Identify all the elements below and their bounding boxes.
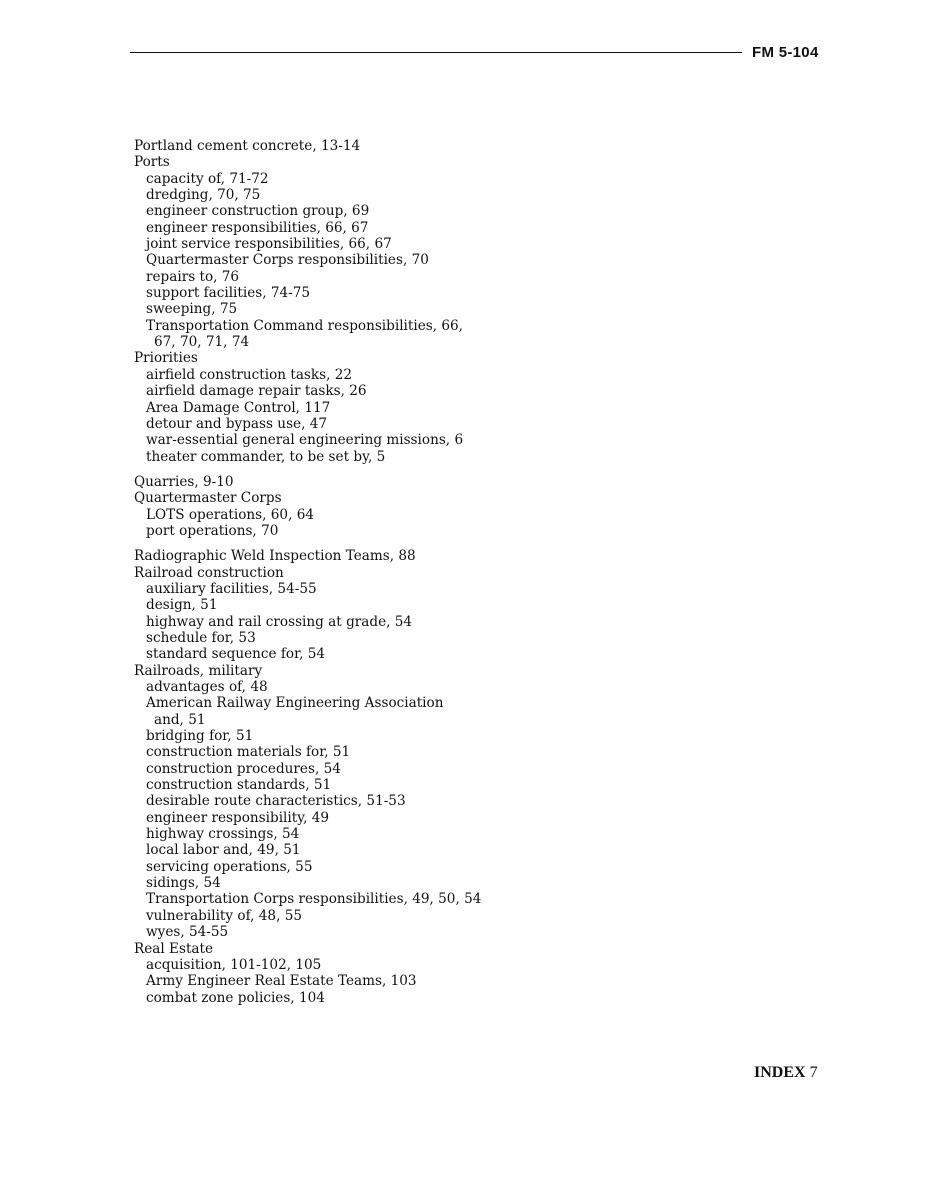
footer-page-number: 7 [809,1064,818,1081]
index-subentry: engineer responsibilities, 66, 67 [146,219,369,236]
index-subentry: Quartermaster Corps responsibilities, 70 [146,252,429,269]
index-subentry: theater commander, to be set by, 5 [146,448,386,465]
index-subentry: sidings, 54 [146,875,221,892]
index-subentry: engineer construction group, 69 [146,203,370,220]
header-rule [130,52,742,53]
page-footer [754,1064,818,1082]
index-subentry: wyes, 54-55 [146,924,229,941]
index-entry: Quartermaster Corps [134,490,282,507]
index-subentry: detour and bypass use, 47 [146,415,328,432]
index-entry: Quarries, 9-10 [134,473,234,490]
index-subentry: design, 51 [146,597,218,614]
index-subentry: auxiliary facilities, 54-55 [146,580,317,597]
index-subentry: Transportation Command responsibilities, 66, [146,317,463,334]
index-entry: Railroad construction [134,564,284,581]
index-subentry: American Railway Engineering Association [146,695,444,712]
index-subentry: Army Engineer Real Estate Teams, 103 [146,973,417,990]
index-subentry: schedule for, 53 [146,629,256,646]
index-entry: Railroads, military [134,662,263,679]
index-subentry: LOTS operations, 60, 64 [146,506,315,523]
index-entry: Real Estate [134,940,214,957]
index-subentry: Area Damage Control, 117 [146,399,331,416]
index-continuation: and, 51 [154,711,206,728]
index-subentry: highway crossings, 54 [146,826,300,843]
index-subentry: airfield construction tasks, 22 [146,366,353,383]
index-subentry: repairs to, 76 [146,268,240,285]
index-subentry: Transportation Corps responsibilities, 49, 50, 54 [146,891,482,908]
index-subentry: war-essential general engineering missions, 6 [146,432,464,449]
index-subentry: servicing operations, 55 [146,858,313,875]
index-subentry: bridging for, 51 [146,728,254,745]
index-subentry: joint service responsibilities, 66, 67 [146,236,392,253]
index-entry: Radiographic Weld Inspection Teams, 88 [134,548,416,565]
index-continuation: 67, 70, 71, 74 [154,334,250,351]
index-entry: Portland cement concrete, 13-14 [134,138,361,154]
index-subentry: dredging, 70, 75 [146,187,261,204]
index-subentry: support facilities, 74-75 [146,285,311,302]
index-subentry: airfield damage repair tasks, 26 [146,383,367,400]
index-subentry: advantages of, 48 [146,679,268,695]
index-subentry: combat zone policies, 104 [146,989,325,1006]
index-subentry: sweeping, 75 [146,301,238,318]
footer-index-label: INDEX [754,1064,806,1081]
document-code: FM 5-104 [752,44,819,61]
index-subentry: acquisition, 101-102, 105 [146,956,322,973]
index-subentry: local labor and, 49, 51 [146,842,301,859]
index-subentry: port operations, 70 [146,522,279,539]
index-entry: Priorities [134,350,198,367]
index-list [134,138,694,1006]
index-subentry: construction materials for, 51 [146,744,351,761]
index-subentry: engineer responsibility, 49 [146,809,330,826]
index-subentry: capacity of, 71-72 [146,170,269,187]
index-subentry: construction standards, 51 [146,777,332,794]
index-subentry: vulnerability of, 48, 55 [146,907,303,924]
index-subentry: highway and rail crossing at grade, 54 [146,613,413,630]
index-subentry: construction procedures, 54 [146,760,341,777]
index-subentry: desirable route characteristics, 51-53 [146,793,406,810]
index-entry: Ports [134,154,170,171]
index-subentry: standard sequence for, 54 [146,646,326,663]
